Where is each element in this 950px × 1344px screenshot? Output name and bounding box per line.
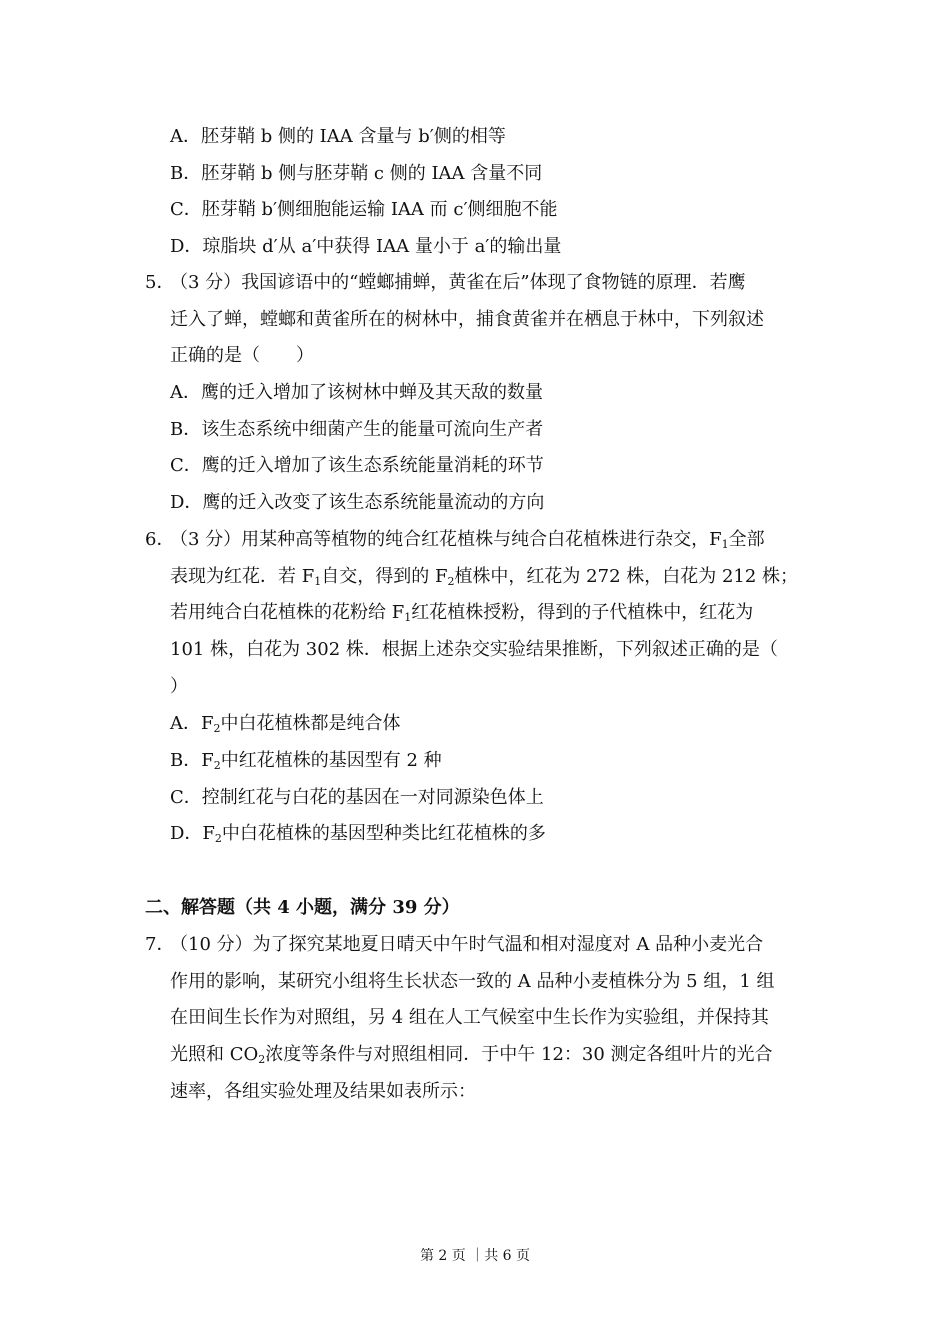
q5-option-a: A．鹰的迁入增加了该树林中蝉及其天敌的数量 bbox=[170, 382, 543, 403]
q5-number: 5． bbox=[145, 272, 175, 293]
q5-stem-line2: 迁入了蝉，螳螂和黄雀所在的树林中，捕食黄雀并在栖息于林中，下列叙述 bbox=[170, 309, 764, 330]
q5-option-d: D．鹰的迁入改变了该生态系统能量流动的方向 bbox=[170, 492, 545, 513]
q7-stem-line4: 光照和 $CO_2$浓度等条件与对照组相同．于中午 12：30 测定各组叶片的光合 bbox=[170, 1044, 773, 1066]
q6-stem-line5: ） bbox=[170, 676, 188, 697]
q7-number: 7． bbox=[145, 934, 175, 955]
q7-stem-line2: 作用的影响，某研究小组将生长状态一致的 A 品种小麦植株分为 5 组，1 组 bbox=[170, 971, 775, 992]
q5-option-c: C．鹰的迁入增加了该生态系统能量消耗的环节 bbox=[170, 455, 544, 476]
q6-option-b: B．$F_2$中红花植株的基因型有 2 种 bbox=[170, 750, 442, 772]
page-footer: 第 2 页 ｜共 6 页 bbox=[419, 1248, 531, 1264]
q7-stem-line3: 在田间生长作为对照组，另 4 组在人工气候室中生长作为实验组，并保持其 bbox=[170, 1007, 769, 1028]
q5-stem-line1: （3 分）我国谚语中的“螳螂捕蝉，黄雀在后”体现了食物链的原理．若鹰 bbox=[170, 272, 746, 293]
q7-stem-line5: 速率，各组实验处理及结果如表所示： bbox=[170, 1081, 476, 1102]
section-heading: 二、解答题（共 4 小题，满分 39 分） bbox=[145, 897, 460, 918]
q5-option-b: B．该生态系统中细菌产生的能量可流向生产者 bbox=[170, 419, 544, 440]
q7-stem-line1: （10 分）为了探究某地夏日晴天中午时气温和相对湿度对 A 品种小麦光合 bbox=[170, 934, 764, 955]
q6-option-a: A．$F_2$中白花植株都是纯合体 bbox=[170, 713, 401, 735]
q6-option-c: C．控制红花与白花的基因在一对同源染色体上 bbox=[170, 787, 544, 808]
q4-option-b: B．胚芽鞘 b 侧与胚芽鞘 c 侧的 IAA 含量不同 bbox=[170, 163, 543, 184]
q5-stem-line3: 正确的是（ ） bbox=[170, 345, 314, 366]
q6-stem-line4: 101 株，白花为 302 株．根据上述杂交实验结果推断，下列叙述正确的是（ bbox=[170, 639, 778, 660]
q6-number: 6． bbox=[145, 529, 175, 550]
q6-stem-line2: 表现为红花．若 $F_1$自交，得到的 $F_2$植株中，红花为 272 株，白花为 212 株； bbox=[170, 566, 799, 588]
q6-stem-line1: （3 分）用某种高等植物的纯合红花植株与纯合白花植株进行杂交，$F_1$全部 bbox=[170, 529, 765, 551]
q4-option-c: C．胚芽鞘 b′侧细胞能运输 IAA 而 c′侧细胞不能 bbox=[170, 199, 558, 220]
q6-option-d: D．$F_2$中白花植株的基因型种类比红花植株的多 bbox=[170, 823, 546, 845]
q4-option-a: A．胚芽鞘 b 侧的 IAA 含量与 b′侧的相等 bbox=[170, 126, 506, 147]
q4-option-d: D．琼脂块 d′从 a′中获得 IAA 量小于 a′的输出量 bbox=[170, 236, 562, 257]
q6-stem-line3: 若用纯合白花植株的花粉给 $F_1$红花植株授粉，得到的子代植株中，红花为 bbox=[170, 602, 754, 624]
